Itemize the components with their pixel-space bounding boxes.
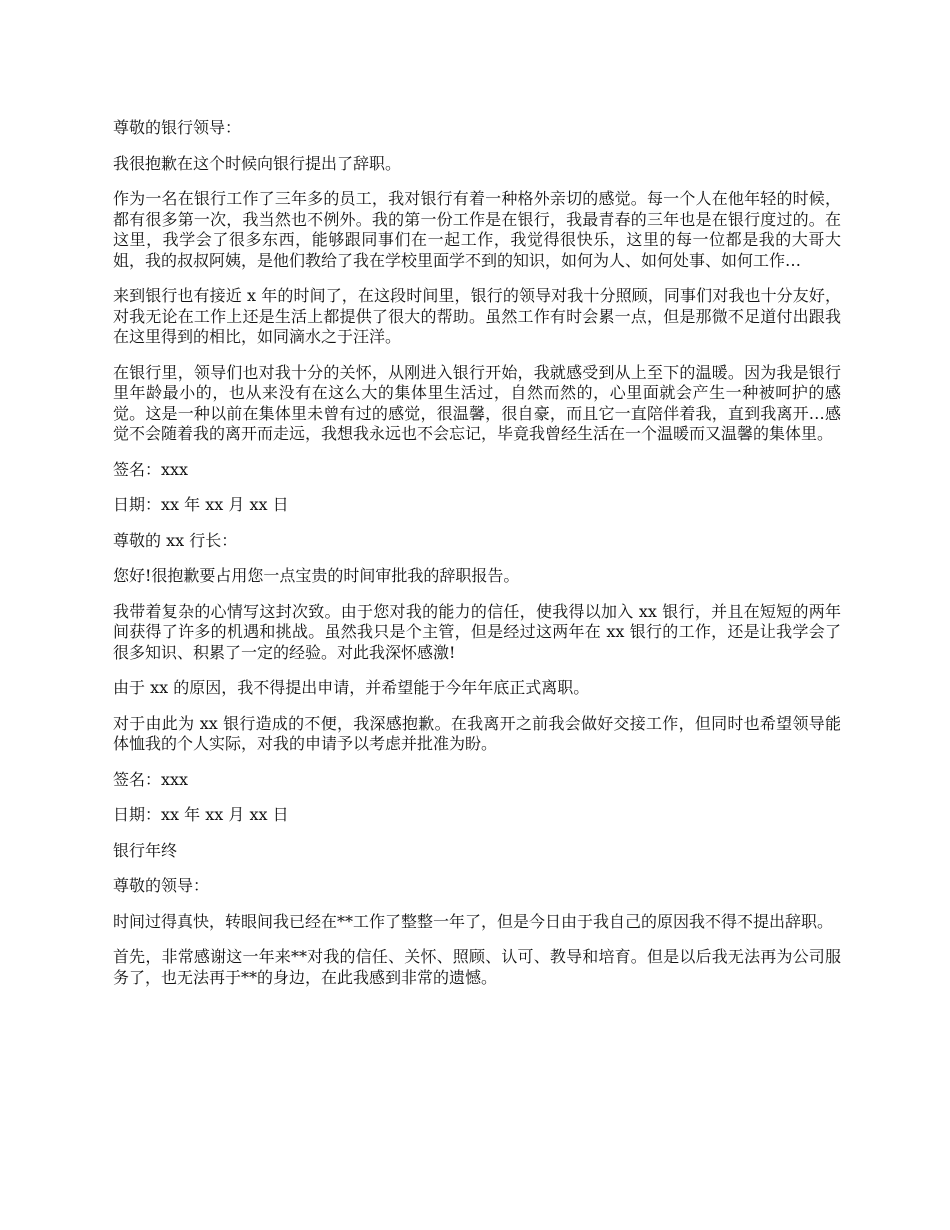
paragraph: 首先，非常感谢这一年来**对我的信任、关怀、照顾、认可、教导和培育。但是以后我无法再为公司服务了，也无法再于**的身边，在此我感到非常的遗憾。 [113,947,841,987]
salutation: 尊敬的领导： [113,876,210,895]
salutation: 尊敬的银行领导： [113,118,242,137]
paragraph: 对于由此为 xx 银行造成的不便，我深感抱歉。在我离开之前我会做好交接工作，但同时也希望领导能体恤我的个人实际，对我的申请予以考虑并批准为盼。 [113,713,841,753]
signature-line: 签名：xxx [113,769,189,789]
date-line: 日期：xx 年 xx 月 xx 日 [113,805,289,824]
paragraph: 我很抱歉在这个时候向银行提出了辞职。 [113,153,402,173]
section-heading: 银行年终 [113,840,178,860]
paragraph: 您好!很抱歉要占用您一点宝贵的时间审批我的辞职报告。 [113,566,520,585]
date-line: 日期：xx 年 xx 月 xx 日 [113,495,289,514]
paragraph: 时间过得真快，转眼间我已经在**工作了整整一年了，但是今日由于我自己的原因我不得不提出辞职。 [113,911,834,931]
paragraph: 在银行里，领导们也对我十分的关怀，从刚进入银行开始，我就感受到从上至下的温暖。因为我是银行里年龄最小的，也从来没有在这么大的集体里生活过，自然而然的，心里面就会产生一种被呵护的感觉。这是一种以前在集体里未曾有过的感觉，很温馨，很自豪，而且它一直陪伴着我，直到我离开…感觉不会随着我的离开而走远，我想我永远也不会忘记，毕竟我曾经生活在一个温暖而又温馨的集体里。 [113,362,841,443]
document-body [113,118,841,1003]
paragraph: 作为一名在银行工作了三年多的员工，我对银行有着一种格外亲切的感觉。每一个人在他年轻的时候，都有很多第一次，我当然也不例外。我的第一份工作是在银行，我最青春的三年也是在银行度过的。在这里，我学会了很多东西，能够跟同事们在一起工作，我觉得很快乐，这里的每一位都是我的大哥大姐，我的叔叔阿姨，是他们教给了我在学校里面学不到的知识，如何为人、如何处事、如何工作… [113,189,841,270]
signature-line: 签名：xxx [113,459,189,479]
paragraph: 由于 xx 的原因，我不得提出申请，并希望能于今年年底正式离职。 [113,678,590,697]
paragraph: 我带着复杂的心情写这封次致。由于您对我的能力的信任，使我得以加入 xx 银行，并且在短短的两年间获得了许多的机遇和挑战。虽然我只是个主管，但是经过这两年在 xx 银行的工作，还是让我学会了很多知识、积累了一定的经验。对此我深怀感激! [113,601,841,662]
salutation: 尊敬的 xx 行长： [113,530,238,550]
paragraph: 来到银行也有接近 x 年的时间了，在这段时间里，银行的领导对我十分照顾，同事们对我也十分友好，对我无论在工作上还是生活上都提供了很大的帮助。虽然工作有时会累一点，但是那微不足道付出跟我在这里得到的相比，如同滴水之于汪洋。 [113,286,841,346]
